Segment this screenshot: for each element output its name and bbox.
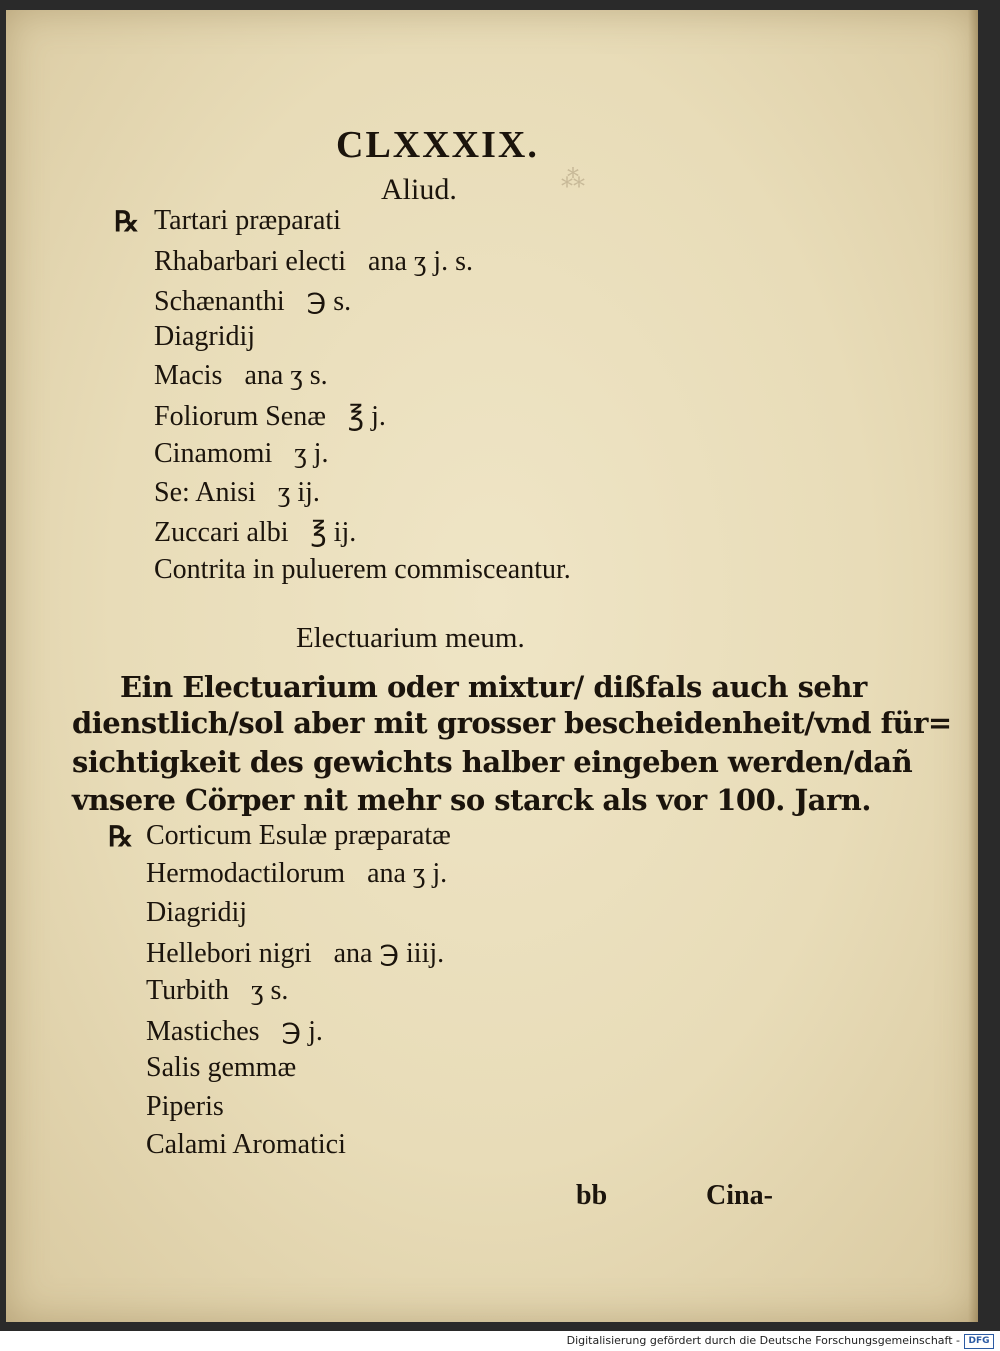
section-heading-electuarium: Electuarium meum.: [296, 622, 525, 654]
ingredient-line: Cinamomi ʒ j.: [154, 438, 329, 469]
ingredient-line: Rhabarbari electi ana ʒ j. s.: [154, 246, 473, 277]
catchword: Cina-: [706, 1180, 773, 1211]
ingredient-line: Turbith ʒ s.: [146, 975, 289, 1006]
rx-symbol: ℞: [108, 822, 134, 853]
ingredient-line: Corticum Esulæ præparatæ: [146, 820, 451, 851]
rx-symbol: ℞: [114, 207, 140, 238]
ingredient-line: Foliorum Senæ ℥ j.: [154, 401, 386, 432]
signature-mark: bb: [576, 1180, 608, 1211]
ingredient-line: Diagridij: [154, 321, 256, 352]
ingredient-line: Macis ana ʒ s.: [154, 360, 328, 391]
bleed-through: ⁂: [561, 165, 585, 193]
footer-credit: Digitalisierung gefördert durch die Deutsche Forschungsgemeinschaft -: [566, 1334, 960, 1347]
recipe-instruction: Contrita in puluerem commisceantur.: [154, 554, 571, 585]
german-text-line: Ein Electuarium oder mixtur/ dißfals auch sehr: [120, 670, 867, 704]
dfg-logo-icon: DFG: [964, 1334, 994, 1349]
ingredient-line: Se: Anisi ʒ ij.: [154, 477, 320, 508]
ingredient-line: Tartari præparati: [154, 205, 341, 236]
folio-number: CLXXXIX.: [336, 124, 539, 166]
german-text-line: vnsere Cörper nit mehr so starck als vor 100. Jarn.: [72, 783, 871, 817]
ingredient-line: Piperis: [146, 1091, 224, 1122]
ingredient-line: Hellebori nigri ana ℈ iiij.: [146, 938, 445, 969]
book-page: [6, 10, 978, 1322]
german-text-line: sichtigkeit des gewichts halber eingeben werden/dañ: [72, 745, 913, 779]
section-heading-aliud: Aliud.: [381, 173, 457, 206]
german-text-line: dienstlich/sol aber mit grosser bescheidenheit/vnd für=: [72, 706, 952, 740]
ingredient-line: Mastiches ℈ j.: [146, 1016, 323, 1047]
ingredient-line: Zuccari albi ℥ ij.: [154, 517, 357, 548]
ingredient-line: Schænanthi ℈ s.: [154, 286, 352, 317]
ingredient-line: Calami Aromatici: [146, 1129, 346, 1160]
ingredient-line: Hermodactilorum ana ʒ j.: [146, 858, 448, 889]
ingredient-line: Salis gemmæ: [146, 1052, 297, 1083]
ingredient-line: Diagridij: [146, 897, 248, 928]
